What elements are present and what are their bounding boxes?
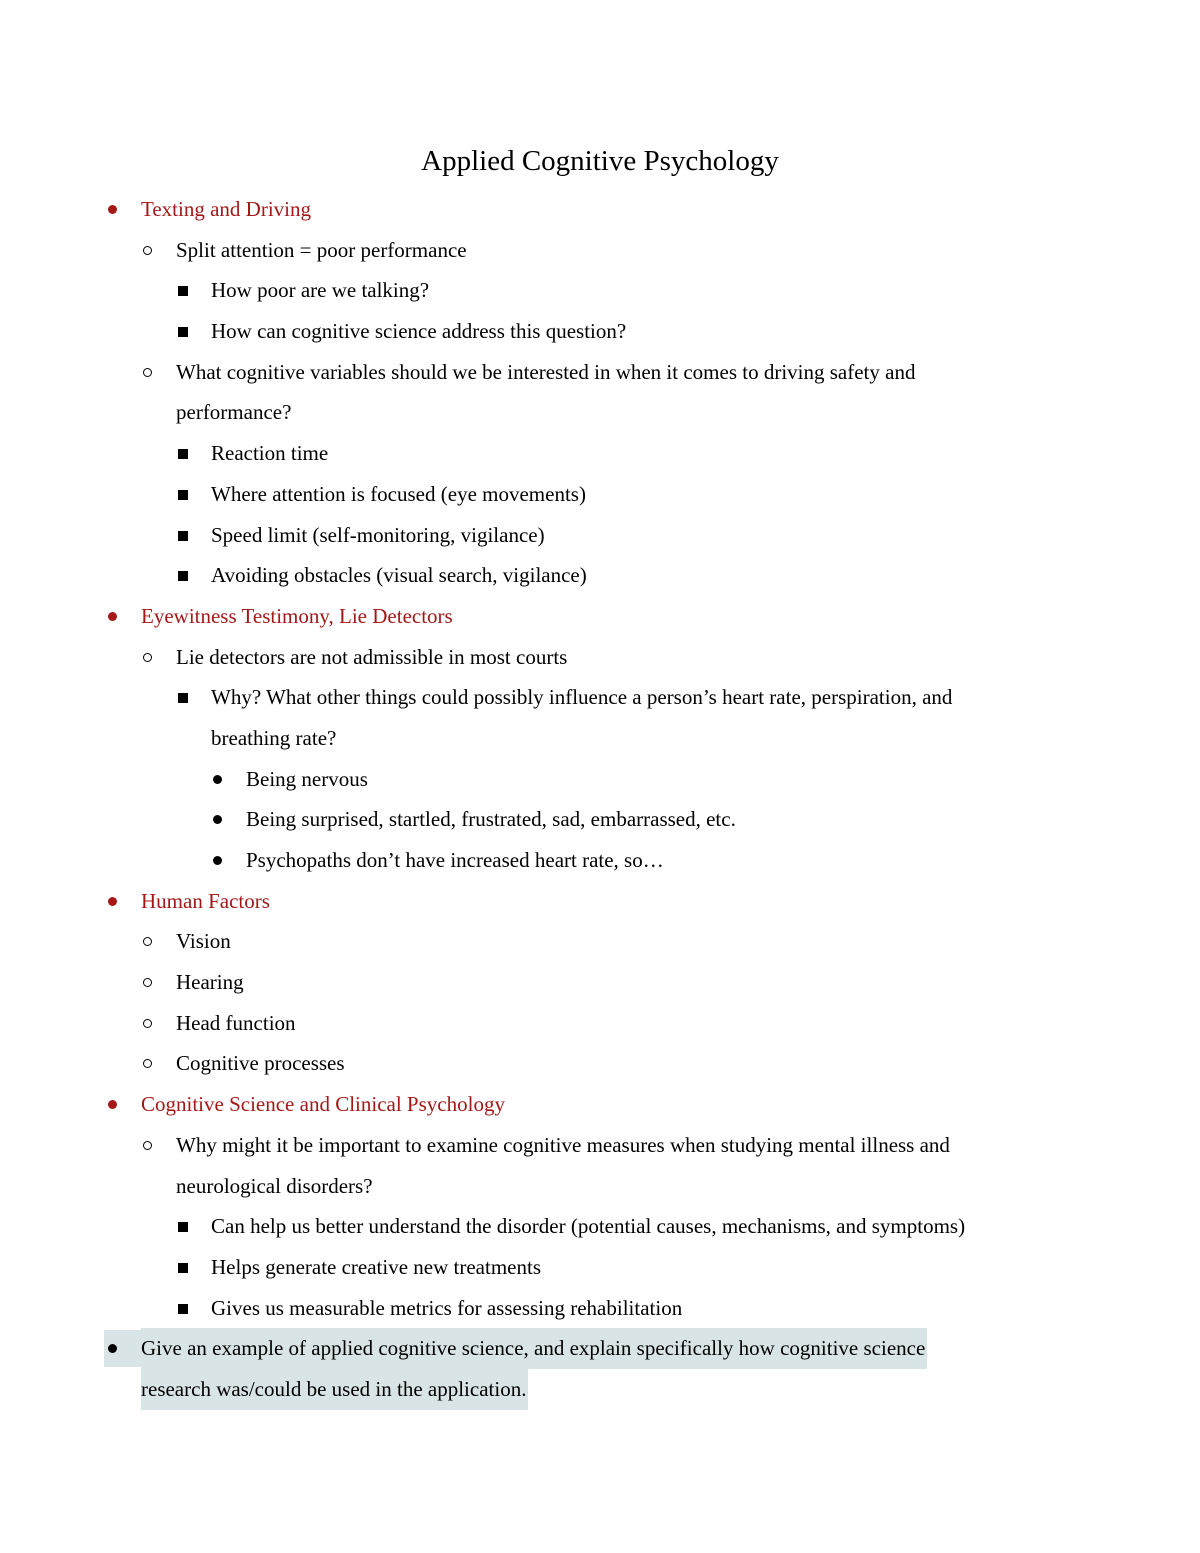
hollow-bullet-icon [143,937,152,946]
square-bullet-icon [178,1222,188,1232]
list-item: Why? What other things could possibly influence a person’s heart rate, perspiration, and [0,677,1200,718]
filled-bullet-icon [213,775,222,784]
list-item: Where attention is focused (eye movements) [0,474,1200,515]
list-item: Gives us measurable metrics for assessing rehabilitation [0,1288,1200,1329]
hollow-bullet-icon [143,1059,152,1068]
hollow-bullet-icon [143,246,152,255]
filled-bullet-icon [108,205,117,214]
highlighted-prompt: Give an example of applied cognitive science, and explain specifically how cognitive science [0,1328,1200,1369]
hollow-bullet-icon [143,1141,152,1150]
hollow-bullet-icon [143,653,152,662]
square-bullet-icon [178,693,188,703]
document-title: Applied Cognitive Psychology [421,145,779,177]
list-item-continuation: performance? [176,400,292,425]
section-heading: Cognitive Science and Clinical Psychology [0,1084,1200,1125]
hollow-bullet-icon [143,368,152,377]
square-bullet-icon [178,571,188,581]
list-item: How can cognitive science address this question? [0,311,1200,352]
hollow-bullet-icon [143,1019,152,1028]
list-item: Hearing [0,962,1200,1003]
square-bullet-icon [178,1304,188,1314]
list-item: How poor are we talking? [0,270,1200,311]
list-item: Reaction time [0,433,1200,474]
section-heading: Eyewitness Testimony, Lie Detectors [0,596,1200,637]
square-bullet-icon [178,490,188,500]
list-item: Helps generate creative new treatments [0,1247,1200,1288]
square-bullet-icon [178,449,188,459]
list-item: Head function [0,1003,1200,1044]
section-heading: Human Factors [0,881,1200,922]
list-item: Lie detectors are not admissible in most courts [0,637,1200,678]
highlighted-prompt-continuation: research was/could be used in the application. [0,1369,1200,1410]
list-item-continuation: breathing rate? [211,725,337,750]
square-bullet-icon [178,1263,188,1273]
filled-bullet-icon [213,856,222,865]
hollow-bullet-icon [143,978,152,987]
list-item: Speed limit (self-monitoring, vigilance) [0,515,1200,556]
square-bullet-icon [178,286,188,296]
list-item: Being nervous [0,759,1200,800]
list-item: Cognitive processes [0,1043,1200,1084]
square-bullet-icon [178,531,188,541]
list-item-continuation: neurological disorders? [176,1173,373,1198]
list-item: What cognitive variables should we be interested in when it comes to driving safety and [0,352,1200,393]
list-item: Avoiding obstacles (visual search, vigilance) [0,555,1200,596]
outline-list [0,189,1200,1410]
filled-bullet-icon [213,815,222,824]
list-item: Psychopaths don’t have increased heart rate, so… [0,840,1200,881]
list-item: Being surprised, startled, frustrated, sad, embarrassed, etc. [0,799,1200,840]
list-item: Can help us better understand the disorder (potential causes, mechanisms, and symptoms) [0,1206,1200,1247]
section-heading: Texting and Driving [0,189,1200,230]
list-item: Why might it be important to examine cognitive measures when studying mental illness and [0,1125,1200,1166]
list-item: Vision [0,921,1200,962]
square-bullet-icon [178,327,188,337]
filled-bullet-icon [108,897,117,906]
filled-bullet-icon [108,1100,117,1109]
filled-bullet-icon [108,612,117,621]
list-item: Split attention = poor performance [0,230,1200,271]
